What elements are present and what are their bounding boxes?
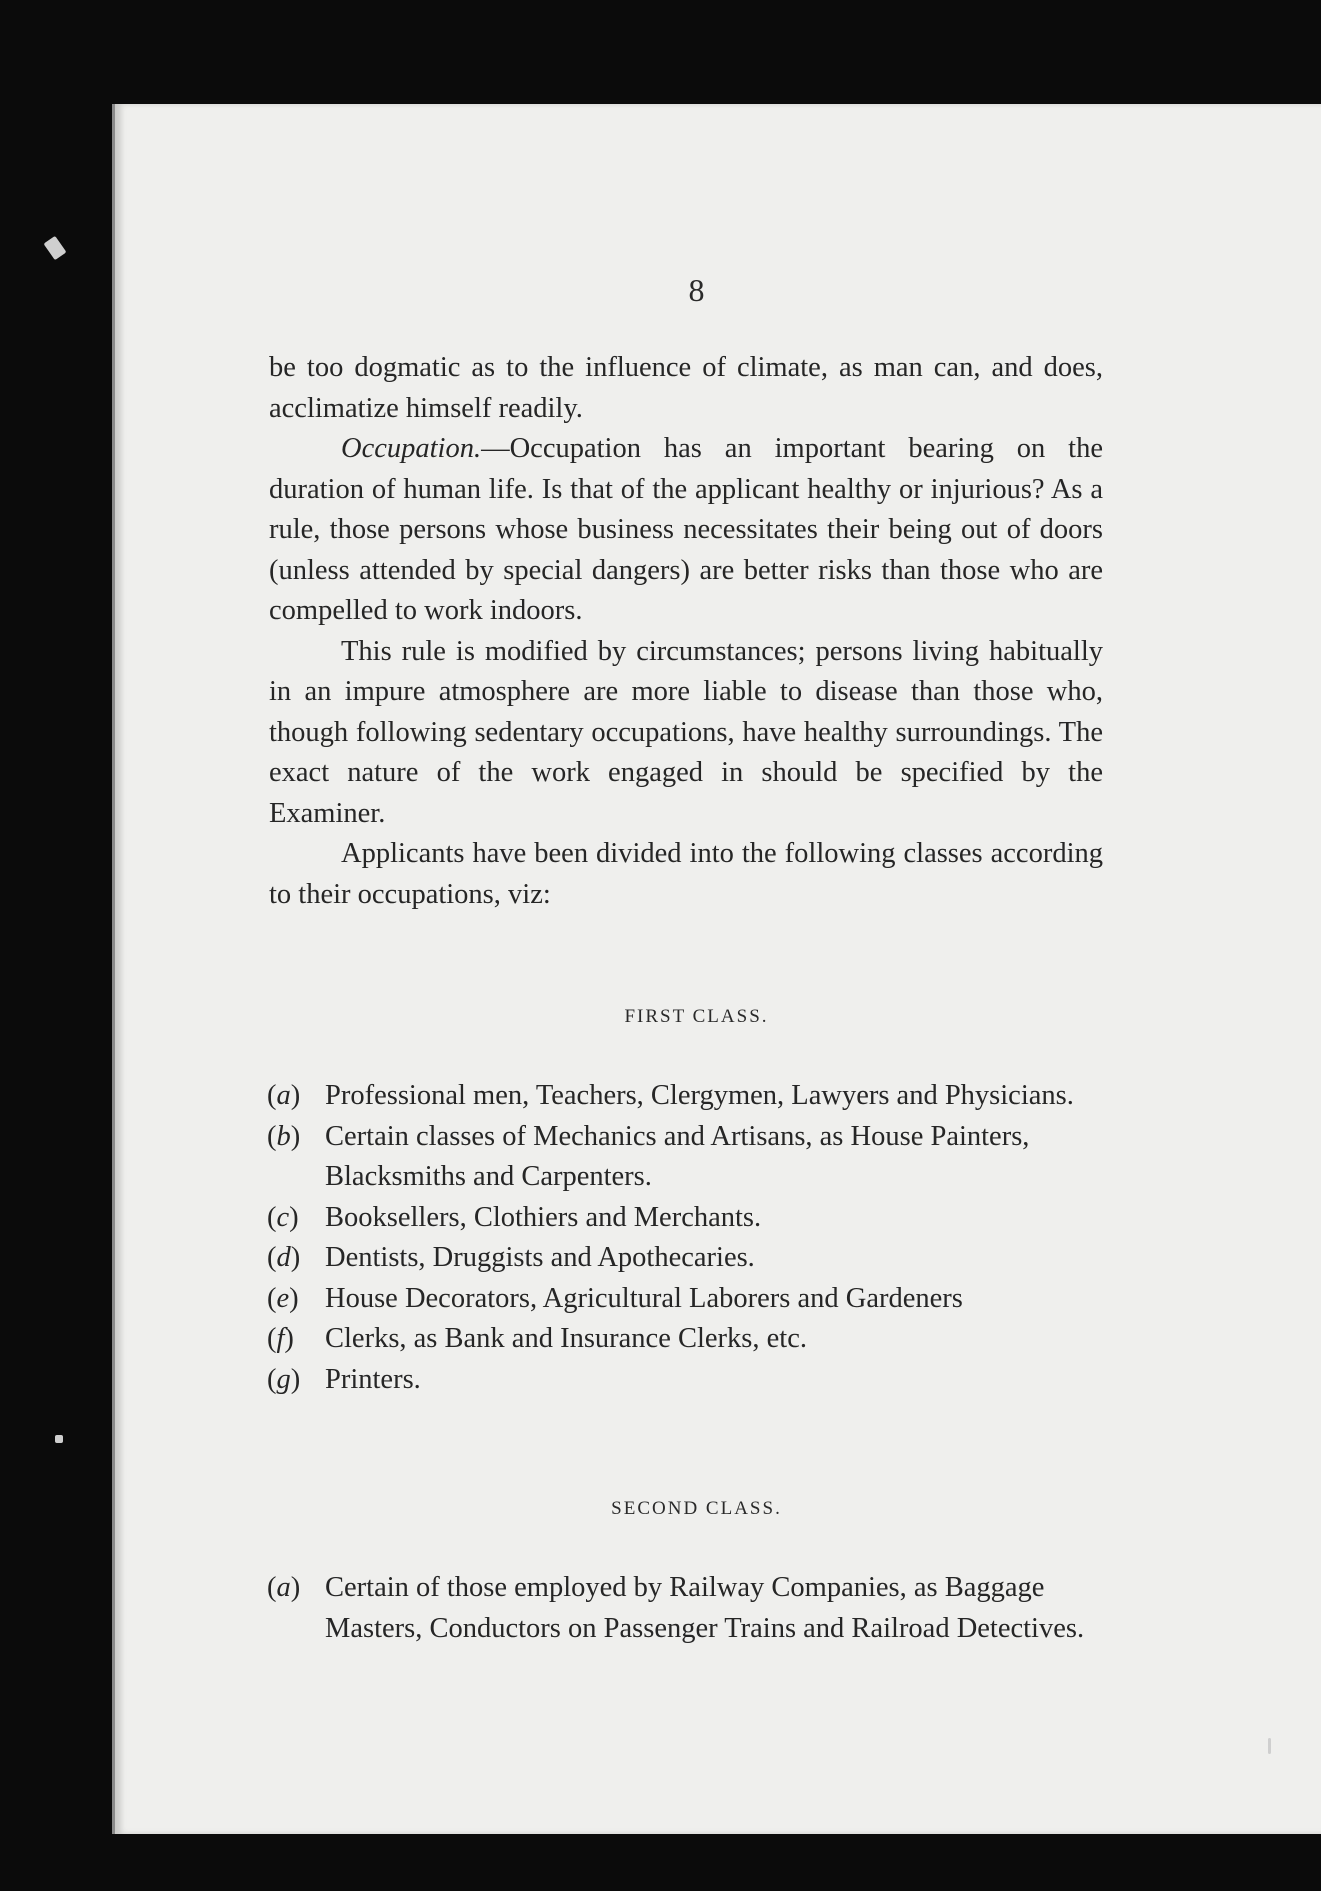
item-text: Certain of those employed by Railway Companies, as Baggage Masters, Conductors on Passenger Trains and Railroad Detectives. <box>325 1572 1085 1644</box>
first-class-list <box>267 1076 1111 1400</box>
paragraph-applicants: Applicants have been divided into the following classes according to their occupations, viz: <box>269 838 1103 910</box>
body-text <box>269 348 1103 915</box>
item-marker: (b) <box>267 1120 301 1152</box>
item-text: Printers. <box>325 1363 421 1395</box>
item-marker: (a) <box>267 1080 301 1111</box>
item-text: Dentists, Druggists and Apothecaries. <box>325 1242 755 1273</box>
list-item <box>267 1360 1111 1401</box>
list-item <box>267 1076 1111 1117</box>
list-item <box>267 1198 1111 1239</box>
occupation-text: —Occupation has an important bearing on the duration of human life. Is that of the applicant healthy or injurious? As a rule, those persons whose business necessitates their being out of doors (unless attended by special dangers) are better risks than those who are compelled to work indoors. <box>269 433 1103 626</box>
item-text: House Decorators, Agricultural Laborers and Gardeners <box>325 1282 963 1314</box>
item-text: Professional men, Teachers, Clergymen, Lawyers and Physicians. <box>325 1080 1074 1111</box>
first-class-heading: FIRST CLASS. <box>624 1006 769 1027</box>
page-number: 8 <box>688 272 705 308</box>
item-marker: (a) <box>267 1572 301 1603</box>
list-item <box>267 1568 1111 1649</box>
book-page <box>112 104 1321 1834</box>
list-item <box>267 1238 1111 1279</box>
scan-speck <box>44 236 67 260</box>
paragraph-climate: be too dogmatic as to the influence of climate, as man can, and does, acclimatize himself readily. <box>269 352 1103 424</box>
item-marker: (f) <box>267 1323 294 1354</box>
item-marker: (d) <box>267 1242 301 1273</box>
scan-speck <box>55 1435 63 1443</box>
list-item <box>267 1319 1111 1360</box>
item-marker: (g) <box>267 1363 301 1395</box>
second-class-heading: SECOND CLASS. <box>611 1498 782 1519</box>
list-item <box>267 1117 1111 1198</box>
item-text: Clerks, as Bank and Insurance Clerks, etc. <box>325 1323 807 1354</box>
item-text: Certain classes of Mechanics and Artisans, as House Painters, Blacksmiths and Carpenters. <box>325 1120 1030 1192</box>
second-class-list <box>267 1568 1111 1649</box>
item-text: Booksellers, Clothiers and Merchants. <box>325 1201 762 1233</box>
scan-speck <box>1268 1738 1271 1754</box>
paragraph-rule-modified: This rule is modified by circumstances; persons living habitually in an impure atmosphere are more liable to disease than those who, though following sedentary occupations, have healthy surroundings. The exact nature of the work engaged in should be specified by the Examiner. <box>269 635 1103 829</box>
list-item <box>267 1279 1111 1320</box>
item-marker: (c) <box>267 1201 299 1233</box>
occupation-heading: Occupation. <box>341 433 482 464</box>
paragraph-occupation <box>269 429 1103 632</box>
item-marker: (e) <box>267 1282 299 1314</box>
